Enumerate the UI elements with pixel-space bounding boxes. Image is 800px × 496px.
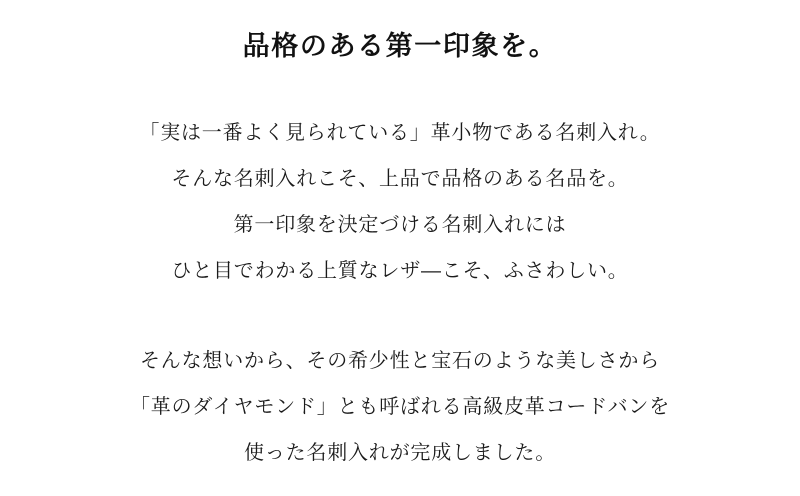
text-line: 使った名刺入れが完成しました。 <box>244 439 556 464</box>
text-line: そんな名刺入れこそ、上品で品格のある名品を。 <box>171 165 629 190</box>
text-line: 第一印象を決定づける名刺入れには <box>233 211 567 236</box>
text-line: ひと目でわかる上質なレザ―こそ、ふさわしい。 <box>171 257 629 282</box>
text-line: そんな想いから、その希少性と宝石のような美しさから <box>140 347 660 372</box>
paragraph-story <box>0 337 800 475</box>
text-line: 「実は一番よく見られている」革小物である名刺入れ。 <box>139 119 661 144</box>
paragraph-intro <box>0 109 800 293</box>
page-title: 品格のある第一印象を。 <box>242 31 558 62</box>
text-line: 「革のダイヤモンド」とも呼ばれる高級皮革コードバンを <box>130 393 670 418</box>
